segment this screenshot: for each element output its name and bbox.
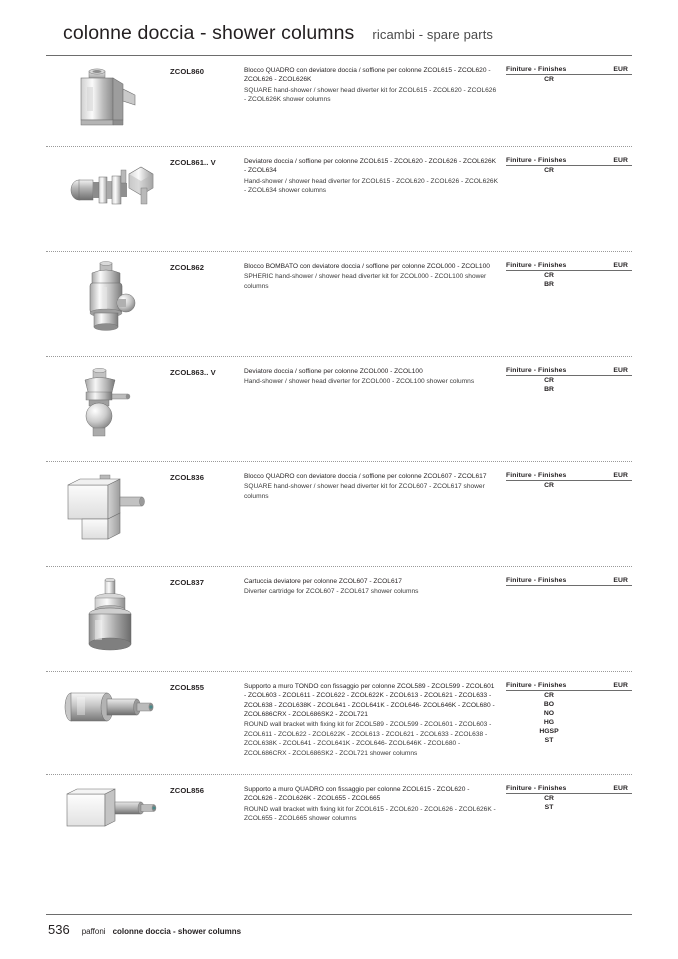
footer-rule — [46, 914, 632, 915]
round-wall-bracket-icon — [55, 681, 167, 733]
currency-label: EUR — [613, 682, 628, 689]
product-code: ZCOL863.. V — [170, 368, 216, 377]
finish-code: HG — [543, 718, 555, 726]
spheric-diverter-block-icon — [68, 261, 154, 341]
currency-label: EUR — [613, 785, 628, 792]
description-en: ROUND wall bracket with fixing kit for ZCOL589 - ZCOL599 - ZCOL601 - ZCOL603 - ZCOL611 - ZCOL622 - ZCOL622K - ZCOL613 - ZCOL621 - ZCOL633 - ZCOL638 - ZCOL638K - ZCOL641 - ZCOL641K - ZCOL646- ZCOL646K - ZCOL680 - ZCOL686CRX - ZCOL686SK2 - ZCOL721 shower columns — [244, 721, 492, 757]
page-title: colonne doccia - shower columns — [63, 22, 355, 44]
finishes-label: Finiture - Finishes — [506, 157, 567, 164]
product-image — [46, 576, 170, 660]
page-footer — [46, 914, 632, 937]
finishes-label: Finiture - Finishes — [506, 785, 567, 792]
product-description — [244, 366, 506, 387]
product-description — [244, 156, 506, 195]
finishes-cell — [506, 576, 632, 587]
product-code: ZCOL837 — [170, 578, 205, 587]
description-en: Hand-shower / shower head diverter for ZCOL000 - ZCOL100 shower columns — [244, 378, 475, 386]
product-description — [244, 65, 506, 104]
finish-codes — [506, 586, 632, 587]
product-description — [244, 261, 506, 291]
currency-label: EUR — [613, 66, 628, 73]
currency-label: EUR — [613, 367, 628, 374]
finishes-label: Finiture - Finishes — [506, 66, 567, 73]
product-description — [244, 471, 506, 501]
product-description — [244, 784, 506, 823]
finish-code: CR — [544, 76, 554, 83]
finish-code: CR — [544, 167, 554, 174]
footer-content — [46, 922, 632, 937]
finishes-cell — [506, 366, 632, 395]
finish-code: CR — [544, 377, 554, 384]
description-en: ROUND wall bracket with fixing kit for ZCOL615 - ZCOL620 - ZCOL626 - ZCOL626K - ZCOL655 - ZCOL665 shower columns — [244, 805, 496, 823]
footer-section: colonne doccia - shower columns — [112, 927, 242, 936]
table-row — [46, 252, 632, 356]
finish-code: CR — [544, 482, 554, 489]
product-code: ZCOL855 — [170, 683, 205, 692]
finishes-header — [506, 682, 632, 691]
square-block-large-icon — [56, 471, 166, 547]
finish-code: HGSP — [539, 727, 559, 735]
description-it: Blocco QUADRO con deviatore doccia / soffione per colonne ZCOL607 - ZCOL617 — [244, 473, 487, 480]
description-en: Hand-shower / shower head diverter for ZCOL615 - ZCOL620 - ZCOL626 - ZCOL626K - ZCOL634 shower columns — [244, 177, 498, 195]
product-code: ZCOL836 — [170, 473, 205, 482]
finishes-cell — [506, 681, 632, 746]
currency-label: EUR — [613, 157, 628, 164]
product-image — [46, 156, 170, 216]
product-image — [46, 784, 170, 838]
page-header — [46, 0, 632, 55]
spheric-diverter-icon — [63, 366, 159, 442]
product-description — [244, 576, 506, 597]
page-subtitle: ricambi - spare parts — [372, 27, 494, 42]
finish-code: ST — [544, 736, 554, 744]
description-en: SQUARE hand-shower / shower head diverter kit for ZCOL615 - ZCOL620 - ZCOL626 - ZCOL626K shower columns — [244, 86, 497, 104]
finishes-cell — [506, 156, 632, 176]
finishes-header — [506, 472, 632, 481]
currency-label: EUR — [613, 577, 628, 584]
finishes-label: Finiture - Finishes — [506, 472, 567, 479]
finish-code: NO — [543, 709, 555, 717]
table-row — [46, 672, 632, 774]
finishes-cell — [506, 261, 632, 290]
finishes-header — [506, 367, 632, 376]
product-image — [46, 471, 170, 547]
finishes-cell — [506, 471, 632, 491]
finishes-header — [506, 157, 632, 166]
finish-code: CR — [544, 272, 554, 279]
finish-codes — [506, 166, 632, 176]
table-row — [46, 775, 632, 865]
finishes-header — [506, 262, 632, 271]
finish-codes — [506, 75, 632, 85]
description-en: SQUARE hand-shower / shower head diverter kit for ZCOL607 - ZCOL617 shower columns — [244, 483, 485, 500]
description-it: Supporto a muro QUADRO con fissaggio per colonne ZCOL615 - ZCOL620 - ZCOL626 - ZCOL626K - ZCOL655 - ZCOL665 — [244, 786, 470, 803]
finishes-cell — [506, 65, 632, 85]
currency-label: EUR — [613, 262, 628, 269]
table-row — [46, 56, 632, 146]
product-image — [46, 681, 170, 733]
finish-codes — [506, 691, 632, 746]
finish-code: BR — [544, 280, 554, 288]
product-image — [46, 366, 170, 442]
description-en: SPHERIC hand-shower / shower head diverter kit for ZCOL000 - ZCOL100 shower columns — [244, 273, 487, 290]
finish-codes — [506, 376, 632, 395]
finishes-header — [506, 577, 632, 586]
brand-name: paffoni — [81, 927, 106, 936]
finish-code: BO — [543, 700, 555, 708]
finish-codes — [506, 271, 632, 290]
description-it: Blocco BOMBATO con deviatore doccia / soffione per colonne ZCOL000 - ZCOL100 — [244, 263, 490, 270]
currency-label: EUR — [613, 472, 628, 479]
description-it: Deviatore doccia / soffione per colonne ZCOL000 - ZCOL100 — [244, 368, 423, 375]
description-it: Deviatore doccia / soffione per colonne ZCOL615 - ZCOL620 - ZCOL626 - ZCOL626K - ZCOL634 — [244, 158, 497, 175]
description-it: Cartuccia deviatore per colonne ZCOL607 - ZCOL617 — [244, 578, 402, 585]
finishes-label: Finiture - Finishes — [506, 262, 567, 269]
finishes-label: Finiture - Finishes — [506, 367, 567, 374]
finish-code: ST — [544, 803, 554, 811]
description-it: Supporto a muro TONDO con fissaggio per colonne ZCOL589 - ZCOL599 - ZCOL601 - ZCOL603 - ZCOL611 - ZCOL622 - ZCOL622K - ZCOL613 - ZCOL621 - ZCOL633 - ZCOL638 - ZCOL638K - ZCOL641 - ZCOL641K - ZCOL646- ZCOL646K - ZCOL680 - ZCOL686CRX - ZCOL686SK2 - ZCOL721 — [244, 683, 495, 719]
finishes-label: Finiture - Finishes — [506, 577, 567, 584]
table-row — [46, 147, 632, 251]
finish-codes — [506, 481, 632, 491]
finish-code: CR — [544, 692, 554, 699]
finish-code: BR — [544, 385, 554, 393]
product-code: ZCOL862 — [170, 263, 205, 272]
square-diverter-block-icon — [63, 65, 159, 137]
diverter-cartridge-hex-icon — [59, 156, 163, 216]
page-number: 536 — [48, 922, 70, 937]
finish-codes — [506, 794, 632, 813]
table-row — [46, 357, 632, 461]
finishes-cell — [506, 784, 632, 813]
description-en: Diverter cartridge for ZCOL607 - ZCOL617 shower columns — [244, 588, 419, 596]
product-image — [46, 261, 170, 341]
description-it: Blocco QUADRO con deviatore doccia / soffione per colonne ZCOL615 - ZCOL620 - ZCOL626 - ZCOL626K — [244, 67, 491, 84]
product-code: ZCOL861.. V — [170, 158, 216, 167]
cartridge-icon — [71, 576, 151, 660]
product-code: ZCOL856 — [170, 786, 205, 795]
product-code: ZCOL860 — [170, 67, 205, 76]
table-row — [46, 462, 632, 566]
product-image — [46, 65, 170, 137]
finish-code: CR — [544, 795, 554, 802]
finishes-header — [506, 66, 632, 75]
table-row — [46, 567, 632, 671]
product-description — [244, 681, 506, 758]
finishes-label: Finiture - Finishes — [506, 682, 567, 689]
finishes-header — [506, 785, 632, 794]
square-wall-bracket-icon — [55, 784, 167, 838]
